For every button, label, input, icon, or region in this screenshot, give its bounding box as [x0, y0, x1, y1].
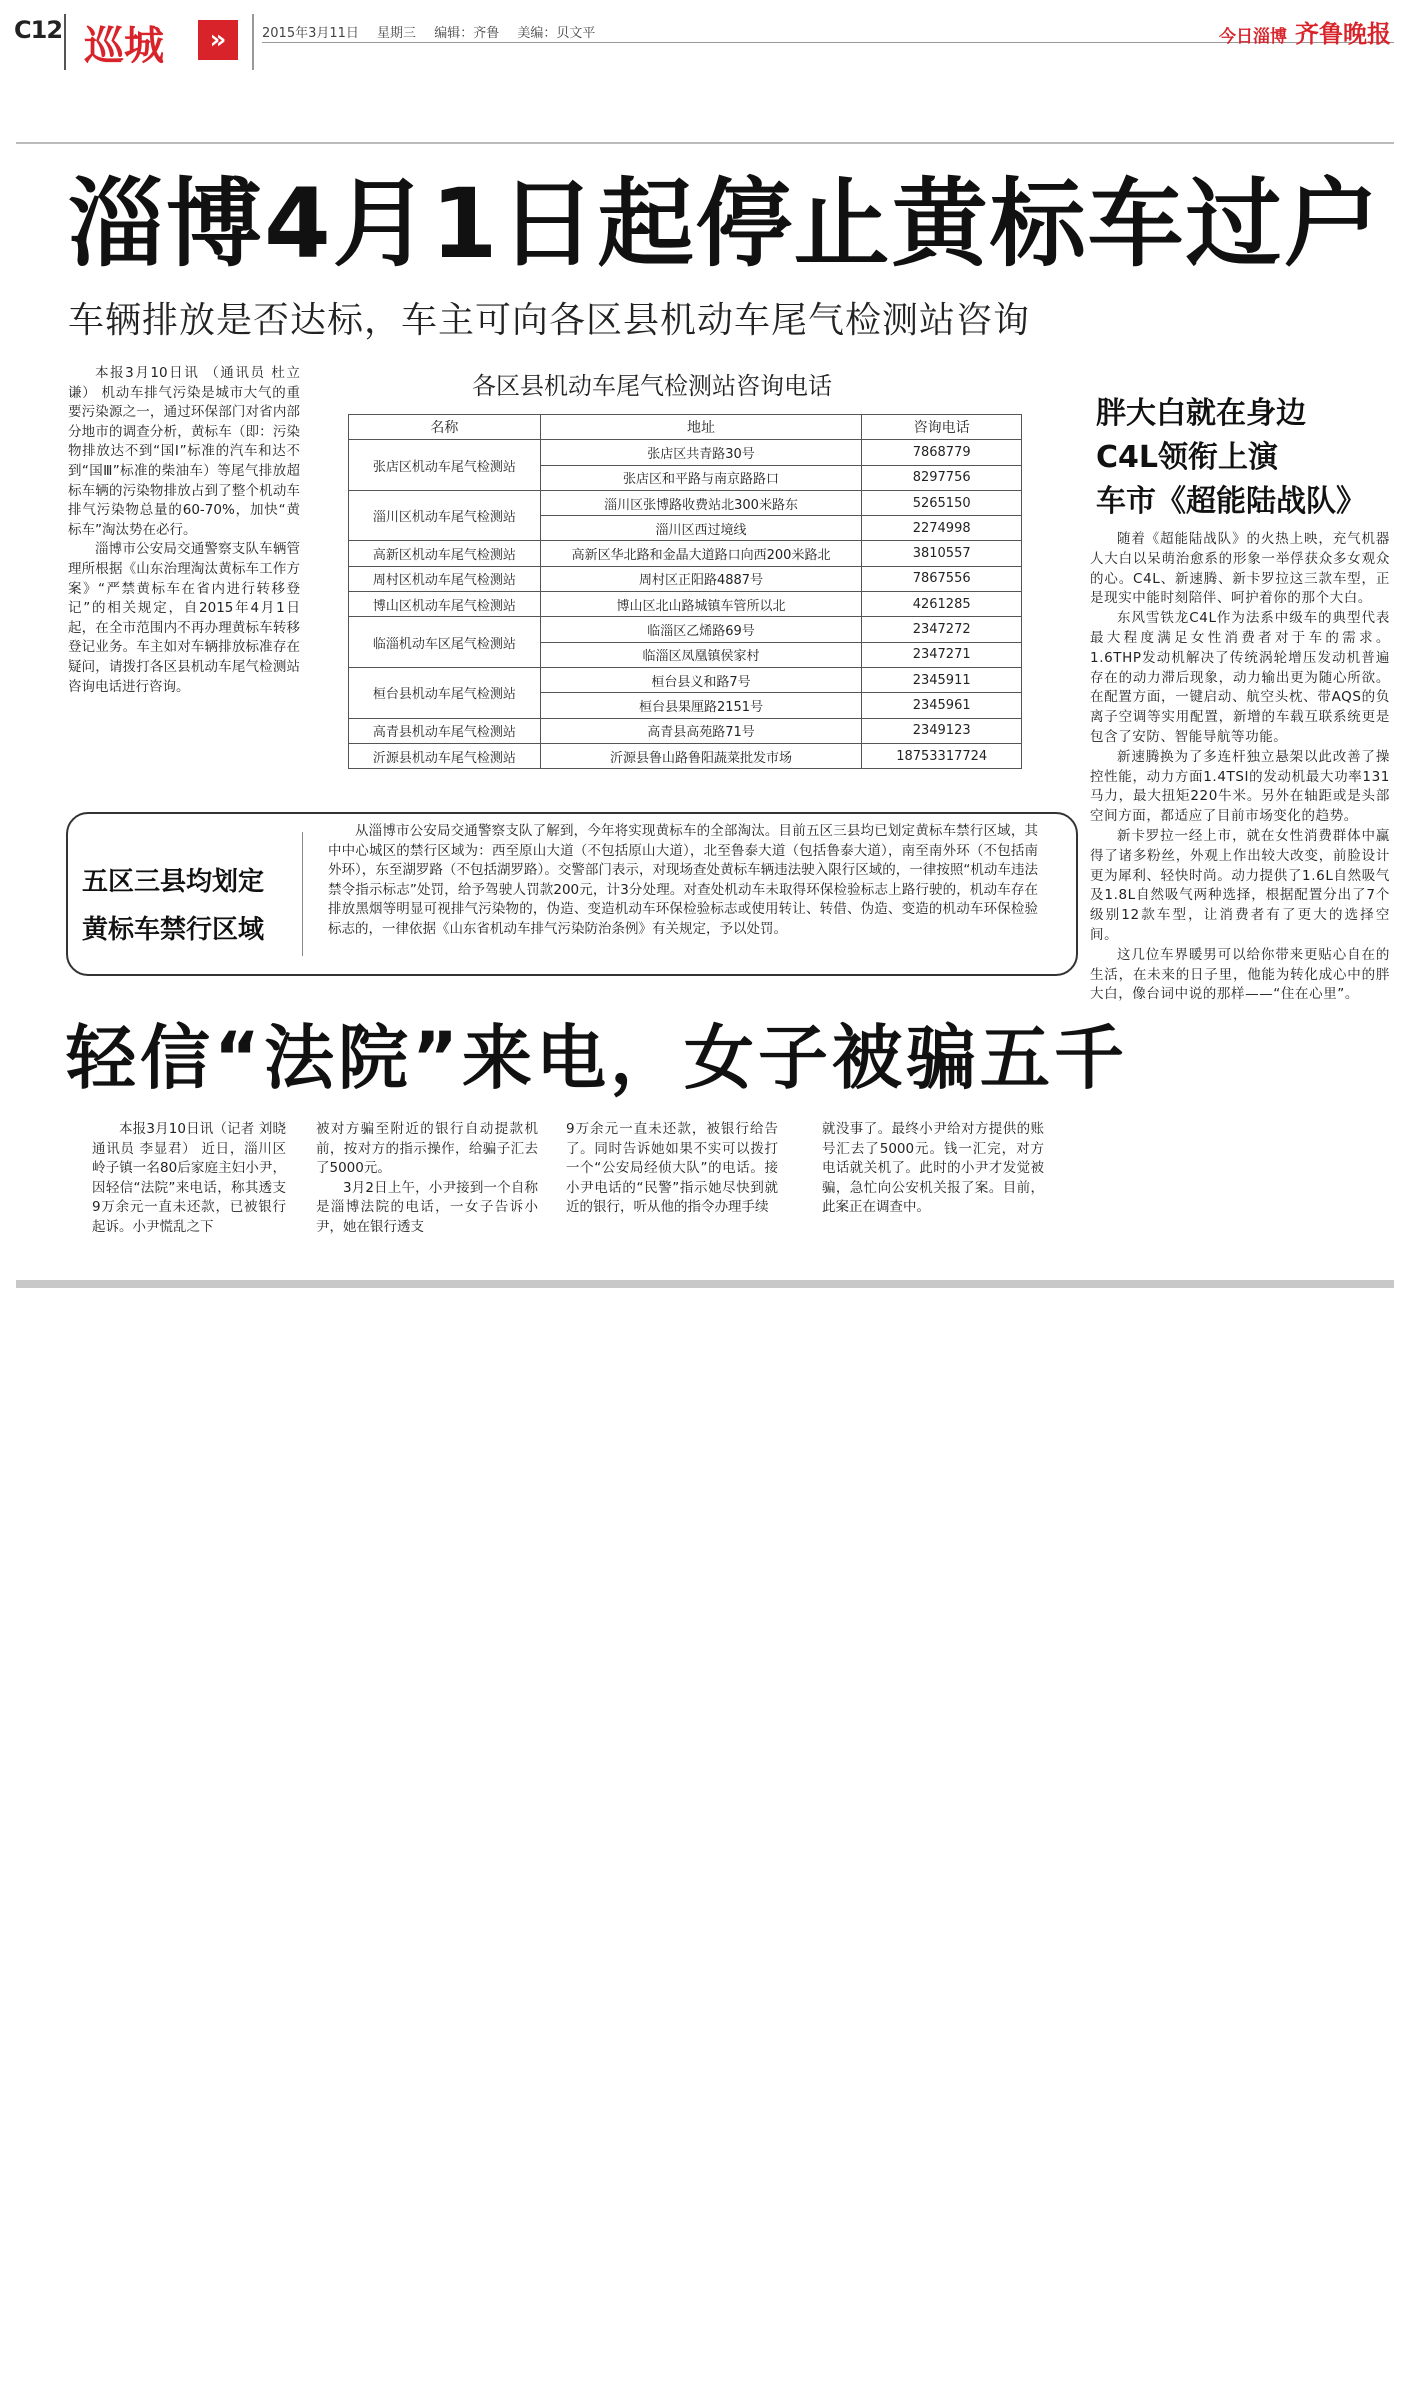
table-row: [349, 592, 1022, 617]
brand-tag: 今日淄博: [1219, 27, 1287, 47]
station-phone: 2274998: [862, 516, 1022, 541]
article2-column-1: [92, 1120, 286, 1238]
station-phone: 7868779: [862, 440, 1022, 465]
station-name: 桓台县机动车尾气检测站: [349, 667, 541, 718]
station-address: 桓台县果厘路2151号: [540, 693, 862, 718]
article2-paragraph: 3月2日上午，小尹接到一个自称是淄博法院的电话，一女子告诉小尹，她在银行透支: [316, 1179, 538, 1235]
station-name: 淄川区机动车尾气检测站: [349, 490, 541, 541]
station-address: 临淄区乙烯路69号: [540, 617, 862, 642]
box-title: [82, 858, 264, 954]
article2-paragraph: 本报3月10日讯（记者 刘晓 通讯员 李显君） 近日，淄川区岭子镇一名80后家庭主妇小尹，因轻信“法院”来电话，称其透支9万余元一直未还款，已被银行起诉。小尹慌乱之下: [92, 1121, 286, 1235]
table-row: [349, 617, 1022, 642]
station-phone: 2349123: [862, 718, 1022, 743]
station-name: 周村区机动车尾气检测站: [349, 566, 541, 591]
station-address: 高青县高苑路71号: [540, 718, 862, 743]
station-phone: 7867556: [862, 566, 1022, 591]
sidebar-title-line: C4L领衔上演: [1096, 440, 1279, 475]
station-name: 高新区机动车尾气检测站: [349, 541, 541, 566]
issue-weekday: 星期三: [377, 26, 417, 41]
station-phone: 2345961: [862, 693, 1022, 718]
article2-column-2: [316, 1120, 538, 1238]
station-name: 高青县机动车尾气检测站: [349, 718, 541, 743]
editor-credit: 编辑：齐鲁: [434, 26, 500, 41]
station-phone: 18753317724: [862, 743, 1022, 768]
sidebar-paragraph: 东风雪铁龙C4L作为法系中级车的典型代表最大程度满足女性消费者对于车的需求。1.6THP发动机解决了传统涡轮增压发动机普遍存在的动力滞后现象，动力输出更为随心所欲。在配置方面，一键启动、航空头枕、带AQS的负离子空调等实用配置，新增的车载互联系统更是包含了安防、智能导航等功能。: [1090, 610, 1390, 745]
article-subhead: 车辆排放是否达标，车主可向各区县机动车尾气检测站咨询: [68, 300, 1031, 341]
header-divider-2: [252, 14, 254, 70]
article-body: [68, 364, 300, 697]
sidebar-title-line: 胖大白就在身边: [1096, 396, 1306, 431]
station-phone: 2345911: [862, 667, 1022, 692]
column-header: 咨询电话: [862, 415, 1022, 440]
header-meta: [262, 22, 609, 41]
top-rule: [16, 142, 1394, 144]
designer-credit: 美编：贝文平: [517, 26, 596, 41]
sidebar-body: [1090, 530, 1390, 1005]
article-paragraph: 淄博市公安局交通警察支队车辆管理所根据《山东治理淘汰黄标车工作方案》“严禁黄标车在省内进行转移登记”的相关规定，自2015年4月1日起，在全市范围内不再办理黄标车转移登记业务。车主如对车辆排放标准存在疑问，请拨打各区县机动车尾气检测站咨询电话进行咨询。: [68, 541, 300, 695]
table-row: [349, 718, 1022, 743]
article2-headline: 轻信“法院”来电，女子被骗五千: [66, 1017, 1129, 1099]
station-address: 张店区和平路与南京路路口: [540, 465, 862, 490]
box-paragraph: 从淄博市公安局交通警察支队了解到，今年将实现黄标车的全部淘汰。目前五区三县均已划定黄标车禁行区域，其中中心城区的禁行区域为：西至原山大道（不包括原山大道），北至鲁泰大道（包括鲁泰大道），南至南外环（不包括南外环），东至湖罗路（不包括湖罗路）。交警部门表示，对现场查处黄标车辆违法驶入限行区域的，一律按照“机动车违法禁令指示标志”处罚，给予驾驶人罚款200元，计3分处理。对查处机动车未取得环保检验标志上路行驶的，机动车存在排放黑烟等明显可视排气污染物的，伪造、变造机动车环保检验标志或使用转让、转借、伪造、变造的机动车环保检验标志的，一律依据《山东省机动车排气污染防治条例》有关规定，予以处罚。: [328, 823, 1038, 937]
box-divider: [302, 832, 303, 956]
chevron-right-icon: »: [198, 20, 238, 60]
article2-paragraph: 就没事了。最终小尹给对方提供的账号汇去了5000元。钱一汇完，对方电话就关机了。此时的小尹才发觉被骗，急忙向公安机关报了案。目前，此案正在调查中。: [822, 1121, 1044, 1216]
table-row: [349, 667, 1022, 692]
sidebar-title: [1096, 392, 1366, 524]
station-phone: 2347272: [862, 617, 1022, 642]
station-name: 临淄机动车区尾气检测站: [349, 617, 541, 668]
column-header: 名称: [349, 415, 541, 440]
table-row: [349, 566, 1022, 591]
sidebar-paragraph: 新卡罗拉一经上市，就在女性消费群体中赢得了诸多粉丝，外观上作出较大改变，前脸设计更为犀利、轻快时尚。动力提供了1.6L自然吸气及1.8L自然吸气两种选择，根据配置分出了7个级别12款车型，让消费者有了更大的选择空间。: [1090, 827, 1390, 943]
station-address: 淄川区张博路收费站北300米路东: [540, 490, 862, 515]
box-title-line: 五区三县均划定: [82, 867, 265, 897]
article2-paragraph: 被对方骗至附近的银行自动提款机前，按对方的指示操作，给骗子汇去了5000元。: [316, 1121, 538, 1177]
page-number: C12: [14, 16, 63, 44]
station-phone: 8297756: [862, 465, 1022, 490]
station-address: 桓台县义和路7号: [540, 667, 862, 692]
sidebar-paragraph: 新速腾换为了多连杆独立悬架以此改善了操控性能，动力方面1.4TSI的发动机最大功率131马力，最大扭矩220牛米。另外在轴距或是头部空间方面，都适应了目前市场变化的趋势。: [1090, 748, 1390, 825]
station-phone: 2347271: [862, 642, 1022, 667]
station-address: 博山区北山路城镇车管所以北: [540, 592, 862, 617]
station-name: 张店区机动车尾气检测站: [349, 440, 541, 491]
station-address: 临淄区凤凰镇侯家村: [540, 642, 862, 667]
table-row: [349, 440, 1022, 465]
table-row: [349, 541, 1022, 566]
sidebar-paragraph: 这几位车界暖男可以给你带来更贴心自在的生活，在未来的日子里，他能为转化成心中的胖大白，像台词中说的那样——“住在心里”。: [1090, 946, 1390, 1003]
station-table: [348, 414, 1022, 769]
sidebar-title-line: 车市《超能陆战队》: [1096, 484, 1366, 519]
station-address: 淄川区西过境线: [540, 516, 862, 541]
table-row: [349, 743, 1022, 768]
station-address: 高新区华北路和金晶大道路口向西200米路北: [540, 541, 862, 566]
station-phone: 4261285: [862, 592, 1022, 617]
box-title-line: 黄标车禁行区域: [82, 915, 265, 945]
issue-date: 2015年3月11日: [262, 26, 359, 41]
table-title: 各区县机动车尾气检测站咨询电话: [472, 372, 832, 400]
box-body: [328, 822, 1038, 940]
station-address: 张店区共青路30号: [540, 440, 862, 465]
station-address: 沂源县鲁山路鲁阳蔬菜批发市场: [540, 743, 862, 768]
article-paragraph: 本报3月10日讯 （通讯员 杜立谦） 机动车排气污染是城市大气的重要污染源之一，通过环保部门对省内部分地市的调查分析，黄标车（即：污染物排放达不到“国Ⅰ”标准的汽车和达不到“国Ⅲ”标准的柴油车）等尾气排放超标车辆的污染物排放占到了整个机动车排气污染物总量的60-70%，加快“黄标车”淘汰势在必行。: [68, 365, 300, 538]
bottom-rule: [16, 1280, 1394, 1288]
article-headline: 淄博4月1日起停止黄标车过户: [68, 168, 1382, 280]
station-phone: 3810557: [862, 541, 1022, 566]
station-phone: 5265150: [862, 490, 1022, 515]
table-header-row: [349, 415, 1022, 440]
column-header: 地址: [540, 415, 862, 440]
brand-logo: 齐鲁晚报: [1295, 19, 1391, 48]
station-name: 博山区机动车尾气检测站: [349, 592, 541, 617]
station-address: 周村区正阳路4887号: [540, 566, 862, 591]
brand: [1219, 14, 1391, 49]
article2-column-4: [822, 1120, 1044, 1218]
sidebar-paragraph: 随着《超能陆战队》的火热上映，充气机器人大白以呆萌治愈系的形象一举俘获众多女观众的心。C4L、新速腾、新卡罗拉这三款车型，正是现实中能时刻陪伴、呵护着你的那个大白。: [1090, 531, 1390, 607]
article2-column-3: [566, 1120, 778, 1218]
station-name: 沂源县机动车尾气检测站: [349, 743, 541, 768]
header-divider: [64, 14, 66, 70]
section-name: 巡城: [84, 23, 164, 69]
table-row: [349, 490, 1022, 515]
article2-paragraph: 9万余元一直未还款，被银行给告了。同时告诉她如果不实可以拨打一个“公安局经侦大队”的电话。接小尹电话的“民警”指示她尽快到就近的银行，听从他的指令办理手续: [566, 1121, 778, 1216]
